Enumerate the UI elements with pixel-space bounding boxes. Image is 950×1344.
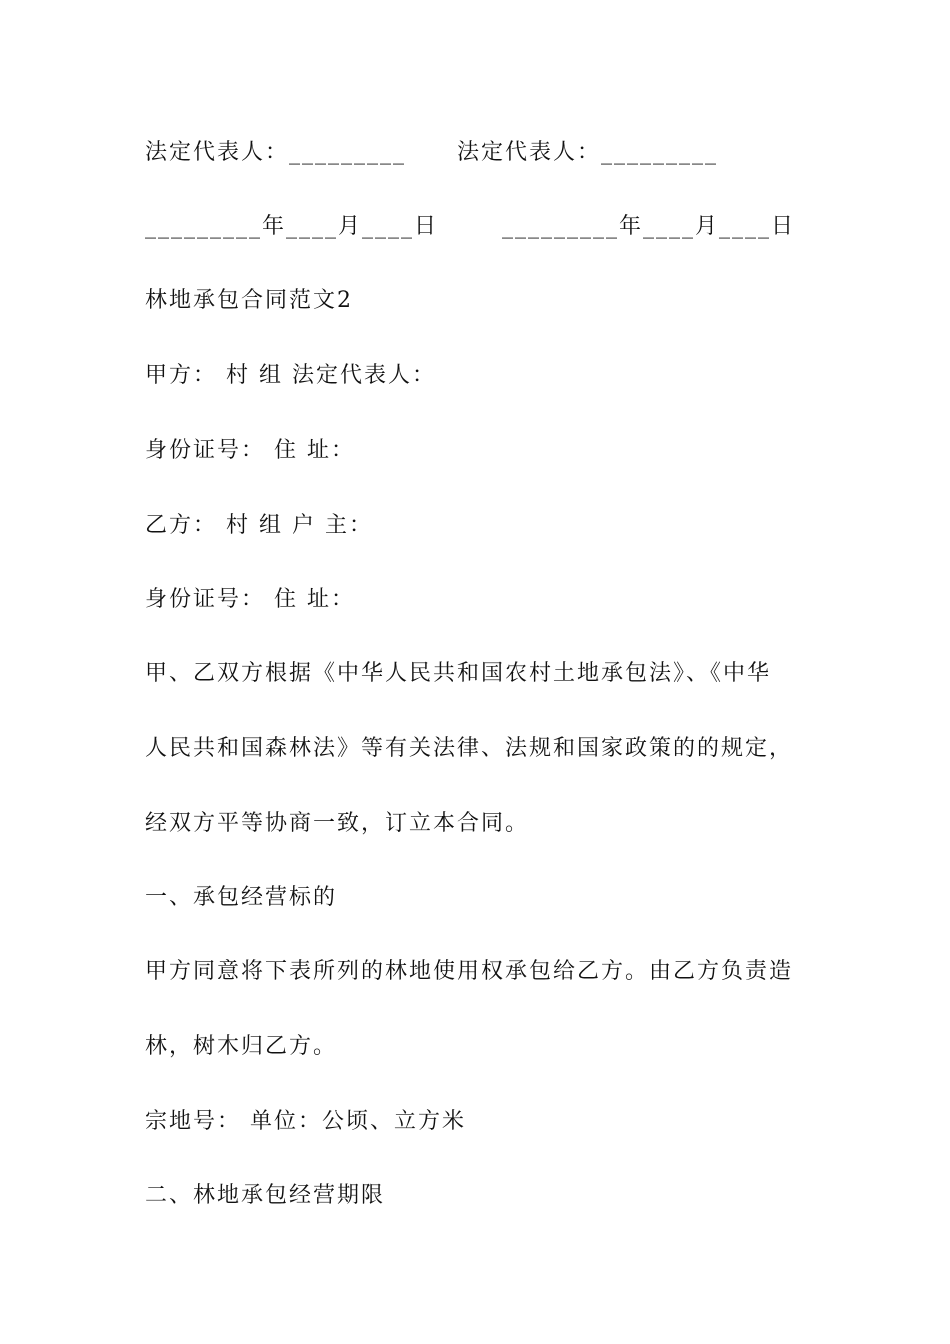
date-right: _________年____月____日: [502, 214, 796, 239]
document-title: 林地承包合同范文2: [145, 288, 353, 313]
section-1-heading: 一、承包经营标的: [145, 885, 338, 910]
section-1-body-line-1: 甲方同意将下表所列的林地使用权承包给乙方。由乙方负责造: [145, 959, 794, 984]
date-left: _________年____月____日: [145, 214, 439, 239]
signature-right: 法定代表人：_________: [457, 140, 719, 165]
section-2-heading: 二、林地承包经营期限: [145, 1183, 386, 1208]
section-1-body-line-2: 林，树木归乙方。: [145, 1034, 338, 1059]
table-caption: 宗地号： 单位：公顷、立方米: [145, 1109, 466, 1134]
party-b-line: 乙方： 村 组 户 主：: [145, 513, 373, 538]
party-b-id-line: 身份证号： 住 址：: [145, 587, 355, 612]
party-a-line: 甲方： 村 组 法定代表人：: [145, 363, 436, 388]
signature-left: 法定代表人：_________: [145, 140, 407, 165]
preamble-line-1: 甲、乙双方根据《中华人民共和国农村土地承包法》、《中华: [145, 661, 772, 686]
party-a-id-line: 身份证号： 住 址：: [145, 438, 355, 463]
preamble-line-2: 人民共和国森林法》等有关法律、法规和国家政策的的规定，: [145, 736, 794, 761]
preamble-line-3: 经双方平等协商一致，订立本合同。: [145, 811, 530, 836]
